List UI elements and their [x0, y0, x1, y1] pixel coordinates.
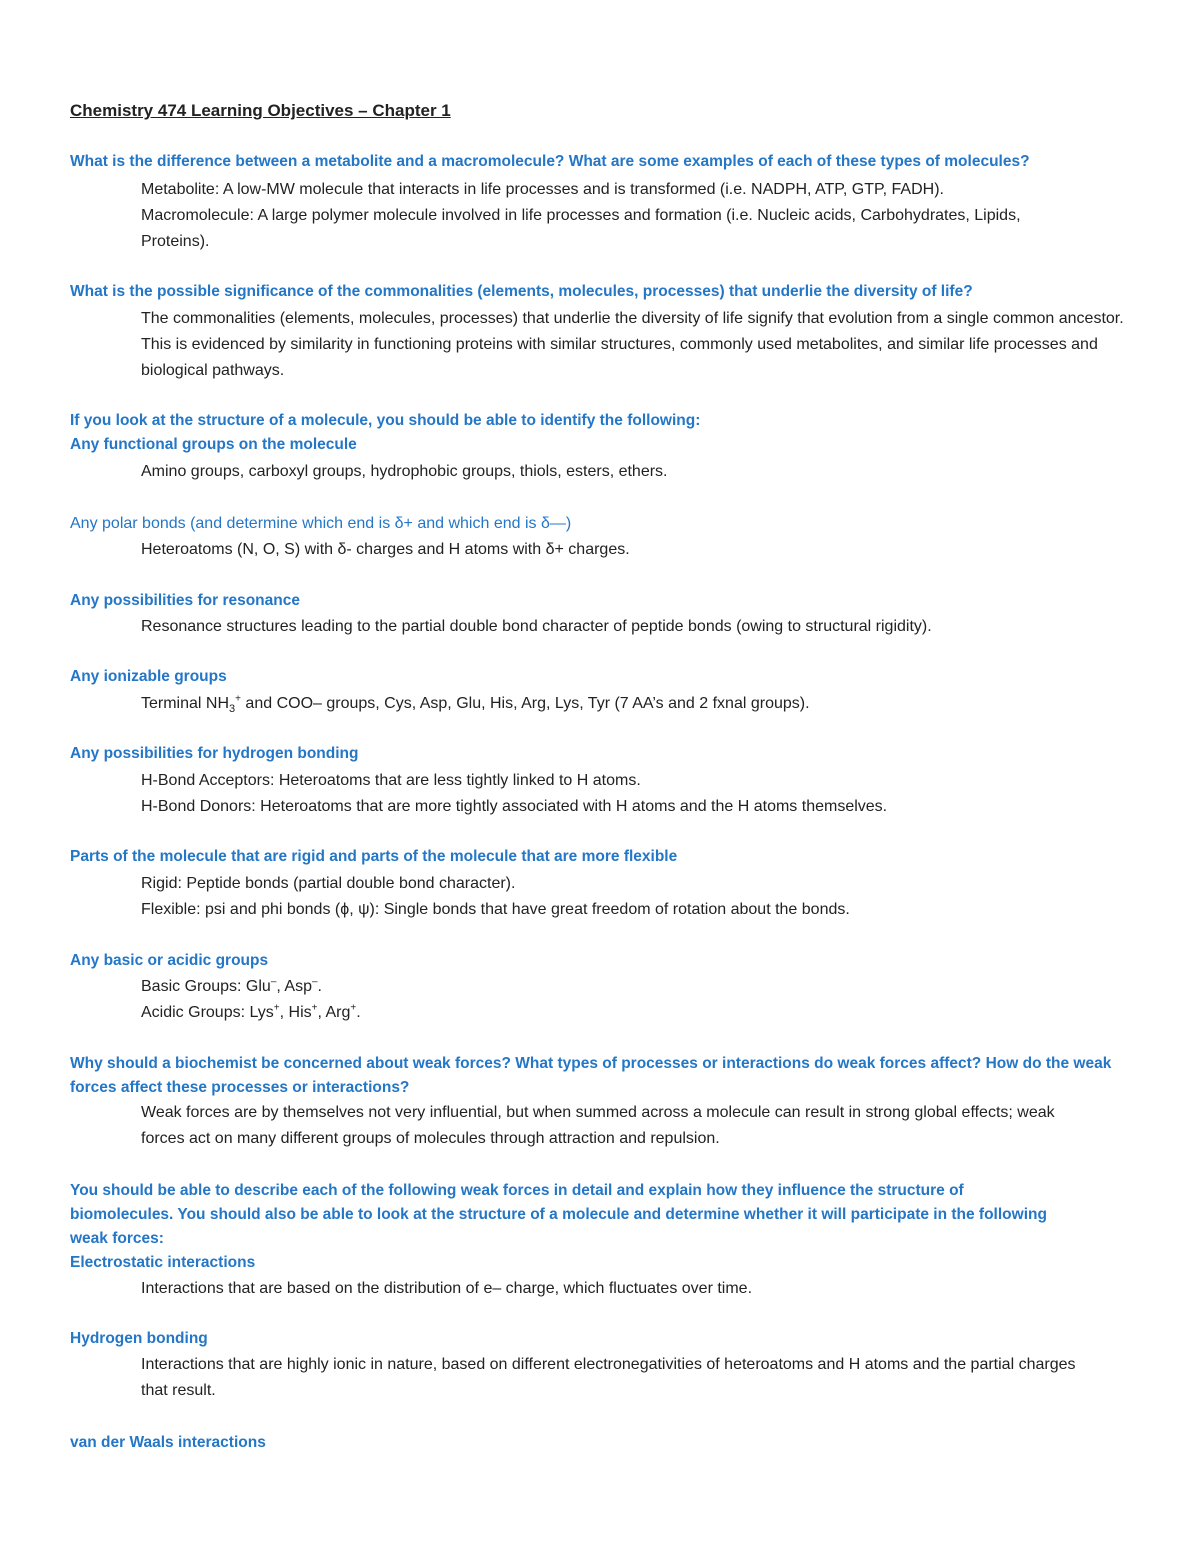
answer-hydrogen-bonding: Interactions that are highly ionic in nature, based on different electronegativities of heteroatoms and H atoms and the partial charges that result. — [141, 1356, 1076, 1399]
subscript-3: 3 — [229, 703, 236, 716]
question-metabolite-macromolecule: What is the difference between a metabolite and a macromolecule? What are some examples of each of these types of molecules? — [70, 153, 1030, 170]
answer-basic-groups — [141, 974, 1151, 1000]
answer-ionizable-text-1: Terminal NH — [141, 695, 230, 712]
question-resonance: Any possibilities for resonance — [70, 592, 300, 609]
answer-hbond-acceptors: H-Bond Acceptors: Heteroatoms that are less tightly linked to H atoms. — [141, 772, 641, 789]
question-describe-weak-forces: You should be able to describe each of the following weak forces in detail and explain how they influence the structure of biomolecules. You should also be able to look at the structure of a molecule and determine whether it will participate in the following weak forces: — [70, 1182, 1047, 1247]
answer-flexible: Flexible: psi and phi bonds (ϕ, ψ): Single bonds that have great freedom of rotation about the bonds. — [141, 901, 850, 918]
basic-groups-asp: , Asp — [276, 978, 312, 995]
answer-macromolecule: Macromolecule: A large polymer molecule involved in life processes and formation (i.e. Nucleic acids, Carbohydrates, Lipids, Proteins). — [141, 207, 1021, 250]
question-weak-forces: Why should a biochemist be concerned about weak forces? What types of processes or interactions do weak forces affect? How do the weak forces affect these processes or interactions? — [70, 1055, 1112, 1096]
answer-weak-forces: Weak forces are by themselves not very influential, but when summed across a molecule can result in strong global effects; weak forces act on many different groups of molecules through attraction and repulsion. — [141, 1104, 1055, 1147]
basic-groups-end: . — [317, 978, 322, 995]
acidic-groups-his: , His — [279, 1004, 312, 1021]
question-hydrogen-bonding-possibilities: Any possibilities for hydrogen bonding — [70, 745, 359, 762]
subheading-functional-groups: Any functional groups on the molecule — [70, 436, 357, 453]
answer-functional-groups: Amino groups, carboxyl groups, hydrophobic groups, thiols, esters, ethers. — [141, 463, 668, 480]
superscript-minus: ‒ — [270, 976, 277, 988]
superscript-plus: + — [273, 1002, 280, 1014]
answer-electrostatic: Interactions that are based on the distribution of e‒ charge, which fluctuates over time. — [141, 1280, 753, 1297]
answer-ionizable-groups — [141, 691, 1151, 717]
answer-commonalities: The commonalities (elements, molecules, processes) that underlie the diversity of life signify that evolution from a single common ancestor. This is evidenced by similarity in functioning proteins with similar structures, commonly used metabolites, and similar life processes and biological pathways. — [141, 310, 1124, 379]
question-ionizable-groups: Any ionizable groups — [70, 668, 227, 685]
subheading-electrostatic: Electrostatic interactions — [70, 1254, 256, 1271]
question-van-der-waals: van der Waals interactions — [70, 1434, 266, 1451]
basic-groups-label: Basic Groups: Glu — [141, 978, 271, 995]
acidic-groups-arg: , Arg — [317, 1004, 351, 1021]
superscript-plus: + — [235, 693, 241, 705]
question-commonalities: What is the possible significance of the commonalities (elements, molecules, processes) that underlie the diversity of life? — [70, 283, 973, 300]
answer-polar-bonds: Heteroatoms (N, O, S) with δ- charges and H atoms with δ+ charges. — [141, 541, 630, 558]
answer-hbond-donors: H-Bond Donors: Heteroatoms that are more tightly associated with H atoms and the H atoms themselves. — [141, 798, 888, 815]
question-rigid-flexible: Parts of the molecule that are rigid and parts of the molecule that are more flexible — [70, 848, 678, 865]
acidic-groups-label: Acidic Groups: Lys — [141, 1004, 274, 1021]
answer-resonance: Resonance structures leading to the partial double bond character of peptide bonds (owing to structural rigidity). — [141, 618, 932, 635]
question-polar-bonds: Any polar bonds (and determine which end is δ+ and which end is δ—) — [70, 515, 572, 532]
document-title: Chemistry 474 Learning Objectives – Chapter 1 — [70, 101, 451, 120]
answer-ionizable-text-2: and COO‒ groups, Cys, Asp, Glu, His, Arg, Lys, Tyr (7 AA’s and 2 fxnal groups). — [240, 695, 810, 712]
acidic-groups-end: . — [356, 1004, 361, 1021]
answer-metabolite: Metabolite: A low-MW molecule that interacts in life processes and is transformed (i.e. NADPH, ATP, GTP, FADH). — [141, 181, 944, 198]
superscript-plus: + — [311, 1002, 318, 1014]
superscript-plus: + — [350, 1002, 357, 1014]
answer-rigid: Rigid: Peptide bonds (partial double bond character). — [141, 875, 516, 892]
question-structure-identify: If you look at the structure of a molecule, you should be able to identify the following: — [70, 412, 701, 429]
superscript-minus: ‒ — [311, 976, 318, 988]
question-basic-acidic: Any basic or acidic groups — [70, 952, 269, 969]
answer-acidic-groups — [141, 1000, 1151, 1026]
question-hydrogen-bonding: Hydrogen bonding — [70, 1330, 208, 1347]
